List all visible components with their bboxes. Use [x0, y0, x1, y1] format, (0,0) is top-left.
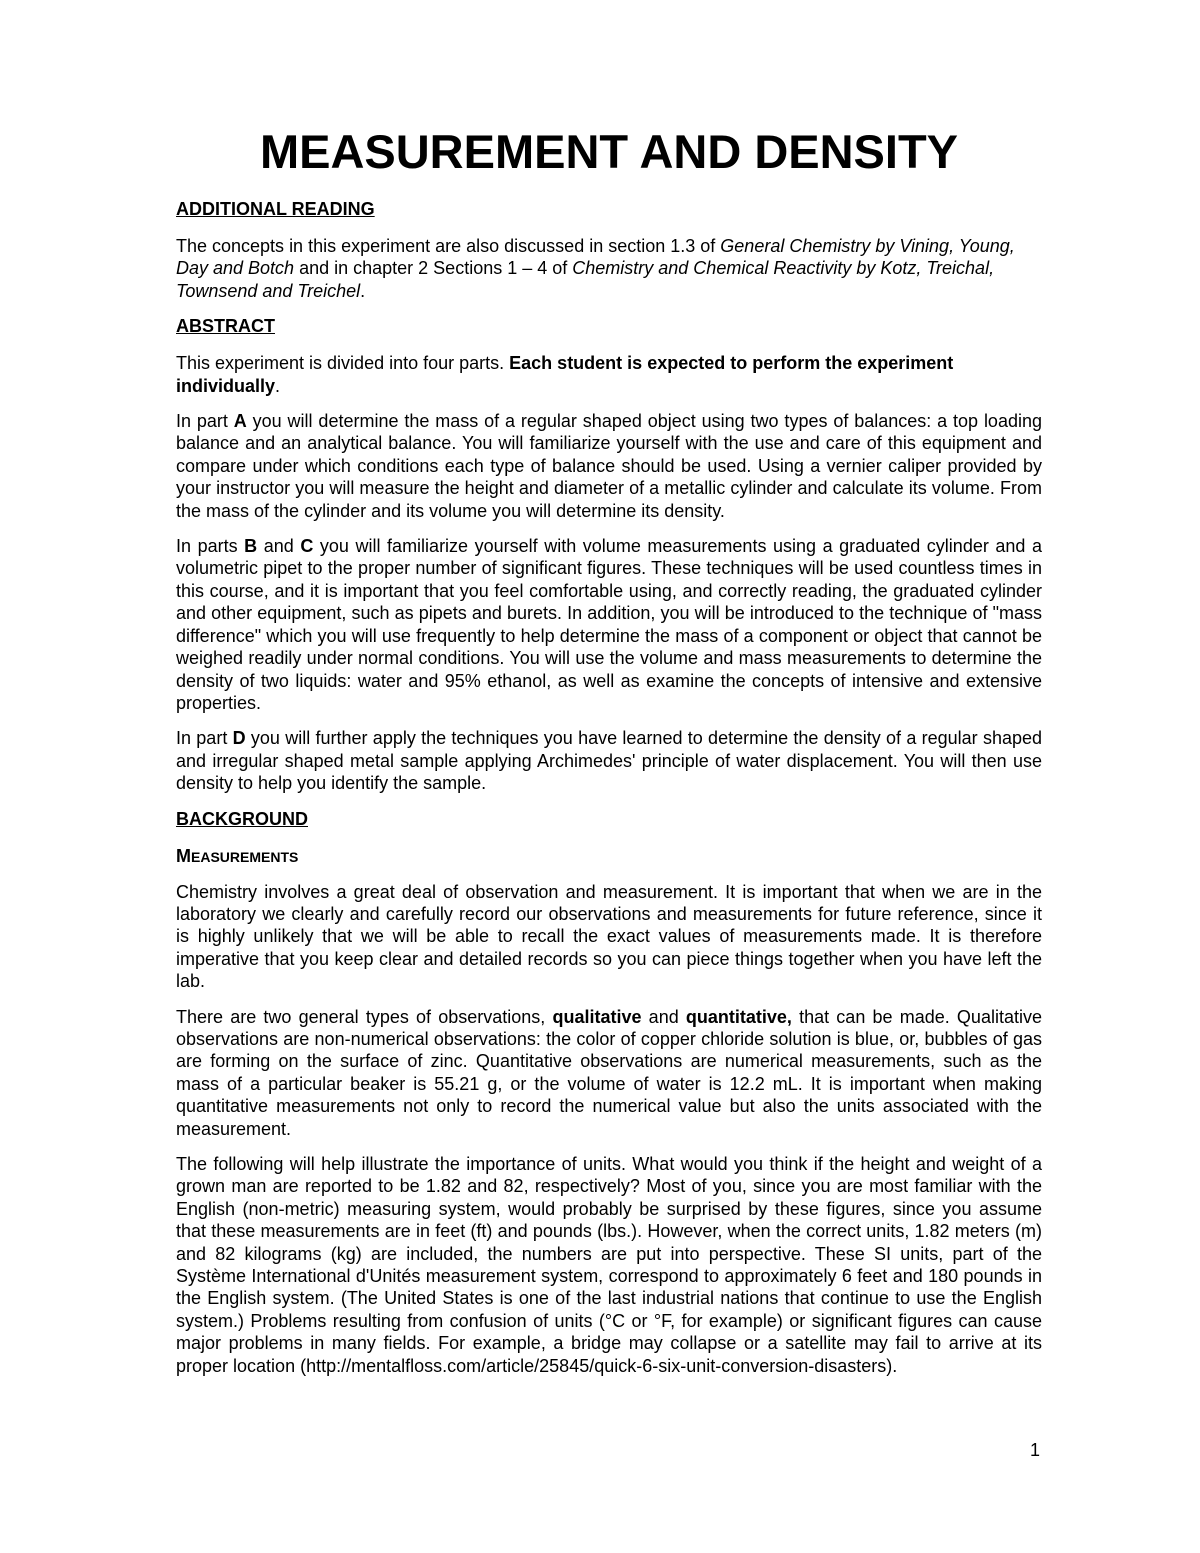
document-page: [176, 120, 1042, 1390]
subheading-measurements: MEASUREMENTS: [176, 845, 299, 866]
abstract-paragraph-part-d: In part D you will further apply the techniques you have learned to determine the density of a regular shaped and irregular shaped metal sample applying Archimedes' principle of water displacement. You will then use density to help you identify the sample.: [176, 728, 1042, 794]
page-number: 1: [1030, 1440, 1041, 1460]
heading-background: BACKGROUND: [176, 808, 308, 829]
abstract-paragraph-parts-b-c: In parts B and C you will familiarize yourself with volume measurements using a graduated cylinder and a volumetric pipet to the proper number of significant figures. These techniques will be used countless times in this course, and it is important that you feel comfortable using, and correctly reading, the graduated cylinder and other equipment, such as pipets and burets. In addition, you will be introduced to the technique of "mass difference" which you will use frequently to help determine the mass of a component or object that cannot be weighed readily under normal conditions. You will use the volume and mass measurements to determine the density of two liquids: water and 95% ethanol, as well as examine the concepts of intensive and extensive properties.: [176, 536, 1043, 713]
background-paragraph-2: There are two general types of observations, qualitative and quantitative, that can be made. Qualitative observations are non-numerical observations: the color of copper chloride solution is blue, or, bubbles of gas are forming on the surface of zinc. Quantitative observations are numerical measurements, such as the mass of a particular beaker is 55.21 g, or the volume of water is 12.2 mL. It is important when making quantitative measurements not only to record the numerical value but also the units associated with the measurement.: [176, 1006, 1042, 1139]
abstract-paragraph-part-a: In part A you will determine the mass of a regular shaped object using two types of balances: a top loading balance and an analytical balance. You will familiarize yourself with the use and care of this equipment and compare under which conditions each type of balance should be used. Using a vernier caliper provided by your instructor you will measure the height and diameter of a metallic cylinder and calculate its volume. From the mass of the cylinder and its volume you will determine its density.: [176, 411, 1042, 521]
abstract-paragraph-1: This experiment is divided into four parts. Each student is expected to perform the experiment individually.: [176, 353, 954, 396]
heading-additional-reading: ADDITIONAL READING: [176, 199, 375, 219]
background-paragraph-1: Chemistry involves a great deal of observation and measurement. It is important that when we are in the laboratory we clearly and carefully record our observations and measurements for future reference, since it is highly unlikely that we will be able to recall the exact values of measurements made. It is therefore imperative that you keep clear and detailed records so you can piece things together when you have left the lab.: [176, 881, 1042, 992]
document-title: MEASUREMENT AND DENSITY: [259, 125, 959, 178]
heading-abstract: ABSTRACT: [176, 316, 275, 337]
background-paragraph-3: The following will help illustrate the importance of units. What would you think if the height and weight of a grown man are reported to be 1.82 and 82, respectively? Most of you, since you are most familiar with the English (non-metric) measuring system, would probably be surprised by these figures, since you assume that these measurements are in feet (ft) and pounds (lbs.). However, when the correct units, 1.82 meters (m) and 82 kilograms (kg) are included, the numbers are put into perspective. These SI units, part of the Système International d'Unités measurement system, correspond to approximately 6 feet and 180 pounds in the English system. (The United States is one of the last industrial nations that continue to use the English system.) Problems resulting from confusion of units (°C or °F, for example) or significant figures can cause major problems in many fields. For example, a bridge may collapse or a satellite may fail to arrive at its proper location (http://mentalfloss.com/article/25845/quick-6-six-unit-conversion-disasters).: [176, 1154, 1042, 1376]
additional-reading-paragraph: The concepts in this experiment are also discussed in section 1.3 of General Chemistry by Vining, Young, Day and Botch and in chapter 2 Sections 1 – 4 of Chemistry and Chemical Reactivity by Kotz, Treichal, Townsend and Treichel.: [176, 236, 1015, 301]
